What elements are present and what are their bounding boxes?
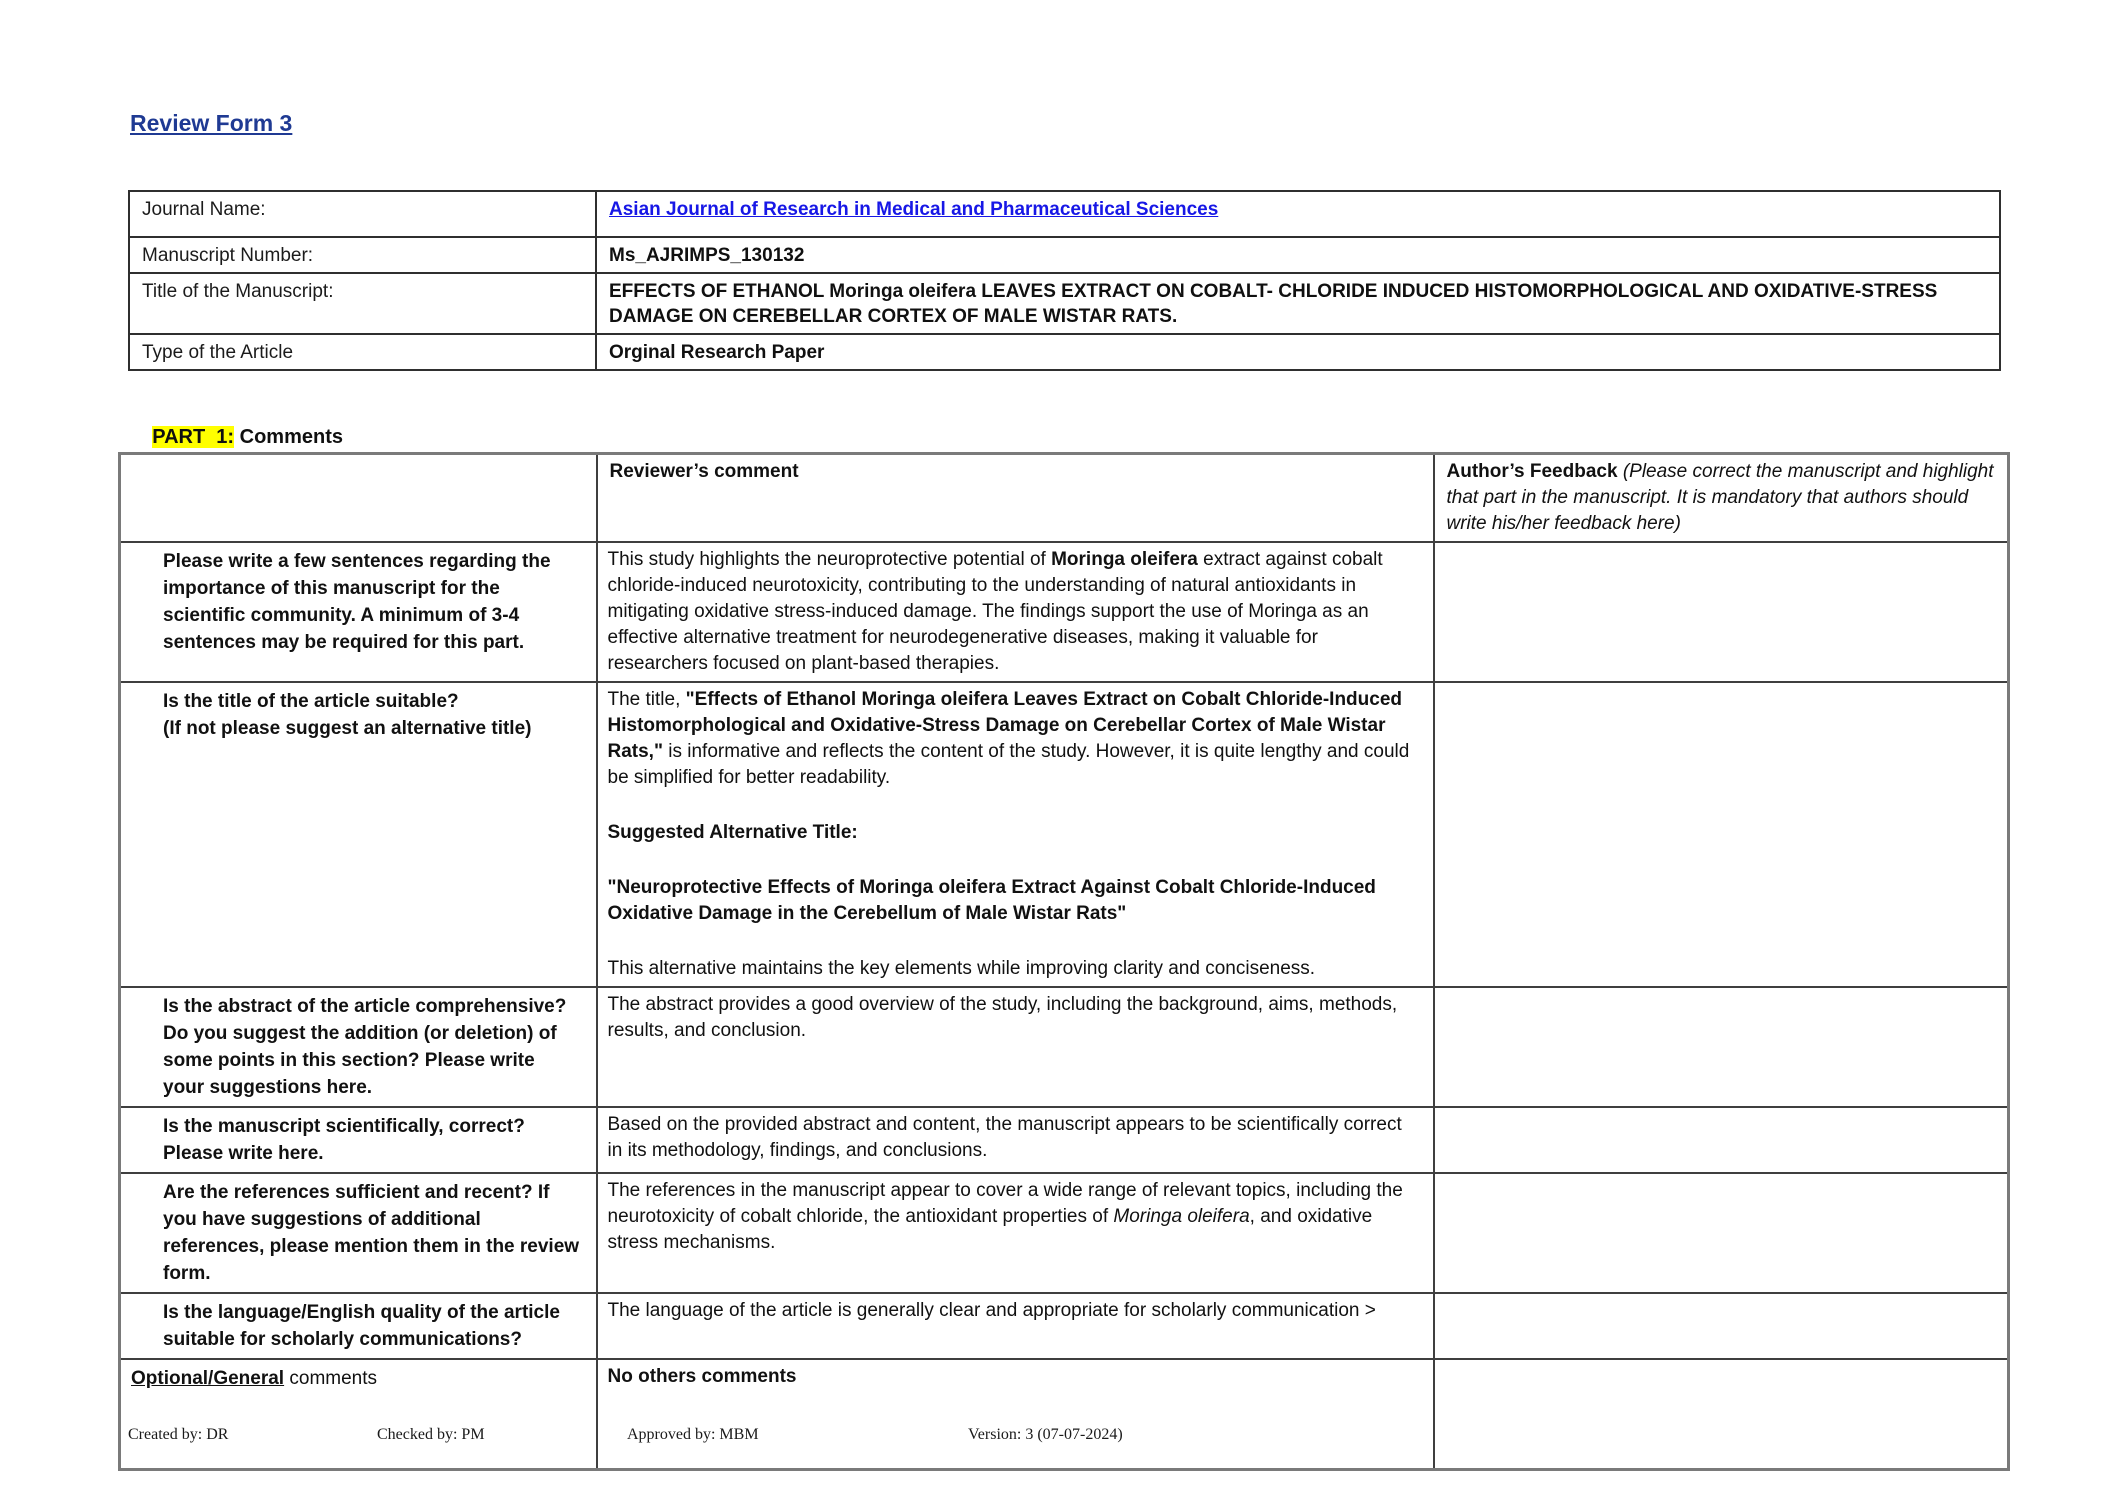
- author-feedback-cell-1[interactable]: [1434, 542, 2009, 682]
- author-feedback-cell-2[interactable]: [1434, 682, 2009, 987]
- author-feedback-header: Author’s Feedback (Please correct the manuscript and highlight that part in the manuscript. It is mandatory that authors should write his/her feedback here): [1434, 454, 2009, 543]
- info-label-2: Manuscript Number:: [129, 237, 596, 273]
- comments-row-4: [120, 1107, 2009, 1173]
- page-title[interactable]: Review Form 3: [130, 110, 293, 136]
- question-cell-3: Is the abstract of the article comprehensive? Do you suggest the addition (or deletion) of some points in this section? Please write your suggestions here.: [120, 987, 597, 1107]
- info-label-1: Journal Name:: [129, 191, 596, 237]
- reviewer-comment-cell-3: The abstract provides a good overview of the study, including the background, aims, methods, results, and conclusion.: [597, 987, 1434, 1107]
- author-feedback-cell-6[interactable]: [1434, 1293, 2009, 1359]
- info-value-4: Orginal Research Paper: [596, 334, 2000, 370]
- comments-row-6: [120, 1293, 2009, 1359]
- part1-label: PART 1:: [152, 426, 235, 448]
- author-feedback-cell-4[interactable]: [1434, 1107, 2009, 1173]
- info-row-2: [129, 237, 2000, 273]
- manuscript-info-table: [128, 190, 2001, 371]
- question-cell-6: Is the language/English quality of the article suitable for scholarly communications?: [120, 1293, 597, 1359]
- footer-approved-by: Approved by: MBM: [627, 1426, 759, 1443]
- author-feedback-cell-3[interactable]: [1434, 987, 2009, 1107]
- reviewer-comment-cell-6: The language of the article is generally clear and appropriate for scholarly communication >: [597, 1293, 1434, 1359]
- comments-header-row: [120, 454, 2009, 543]
- reviewer-comment-header: Reviewer’s comment: [597, 454, 1434, 543]
- footer-created-by: Created by: DR: [128, 1426, 229, 1443]
- reviewer-comment-cell-1: This study highlights the neuroprotective potential of Moringa oleifera extract against cobalt chloride-induced neurotoxicity, contributing to the understanding of natural antioxidants in mitigating oxidative stress-induced damage. The findings support the use of Moringa as an effective alternative treatment for neurodegenerative diseases, making it valuable for researchers focused on plant-based therapies.: [597, 542, 1434, 682]
- author-feedback-cell-5[interactable]: [1434, 1173, 2009, 1293]
- question-cell-1: Please write a few sentences regarding the importance of this manuscript for the scientific community. A minimum of 3-4 sentences may be required for this part.: [120, 542, 597, 682]
- info-label-4: Type of the Article: [129, 334, 596, 370]
- info-value-3: EFFECTS OF ETHANOL Moringa oleifera LEAVES EXTRACT ON COBALT- CHLORIDE INDUCED HISTOMORPHOLOGICAL AND OXIDATIVE-STRESS DAMAGE ON CEREBELLAR CORTEX OF MALE WISTAR RATS.: [596, 273, 2000, 334]
- footer-version: Version: 3 (07-07-2024): [968, 1426, 1123, 1443]
- info-row-3: [129, 273, 2000, 334]
- reviewer-comment-cell-2: The title, "Effects of Ethanol Moringa oleifera Leaves Extract on Cobalt Chloride-Induced Histomorphological and Oxidative-Stress Damage on Cerebellar Cortex of Male Wistar Rats," is informative and reflects the content of the study. However, it is quite lengthy and could be simplified for better readability. Suggested Alternative Title: "Neuroprotective Effects of Moringa oleifera Extract Against Cobalt Chloride-Induced Oxidative Damage in the Cerebellum of Male Wistar Rats" This alternative maintains the key elements while improving clarity and conciseness.: [597, 682, 1434, 987]
- comments-row-5: [120, 1173, 2009, 1293]
- info-value-1: [596, 191, 2000, 237]
- question-cell-7: Optional/General comments: [120, 1359, 597, 1469]
- info-value-2: Ms_AJRIMPS_130132: [596, 237, 2000, 273]
- question-cell-2: Is the title of the article suitable? (If not please suggest an alternative title): [120, 682, 597, 987]
- comments-row-1: [120, 542, 2009, 682]
- info-row-4: [129, 334, 2000, 370]
- info-label-3: Title of the Manuscript:: [129, 273, 596, 334]
- reviewer-comment-cell-4: Based on the provided abstract and content, the manuscript appears to be scientifically correct in its methodology, findings, and conclusions.: [597, 1107, 1434, 1173]
- question-cell-4: Is the manuscript scientifically, correct? Please write here.: [120, 1107, 597, 1173]
- reviewer-comment-cell-5: The references in the manuscript appear to cover a wide range of relevant topics, including the neurotoxicity of cobalt chloride, the antioxidant properties of Moringa oleifera, and oxidative stress mechanisms.: [597, 1173, 1434, 1293]
- comments-table: [118, 452, 2010, 1471]
- info-row-1: [129, 191, 2000, 237]
- comments-row-3: [120, 987, 2009, 1107]
- journal-name-link[interactable]: Asian Journal of Research in Medical and Pharmaceutical Sciences: [609, 199, 1219, 220]
- reviewer-comment-cell-7: No others comments: [597, 1359, 1434, 1469]
- header-empty-cell: [120, 454, 597, 543]
- question-cell-5: Are the references sufficient and recent? If you have suggestions of additional references, please mention them in the review form.: [120, 1173, 597, 1293]
- footer-checked-by: Checked by: PM: [377, 1426, 485, 1443]
- page-footer: [0, 1426, 2117, 1456]
- part1-title: Comments: [234, 426, 343, 448]
- comments-row-2: [120, 682, 2009, 987]
